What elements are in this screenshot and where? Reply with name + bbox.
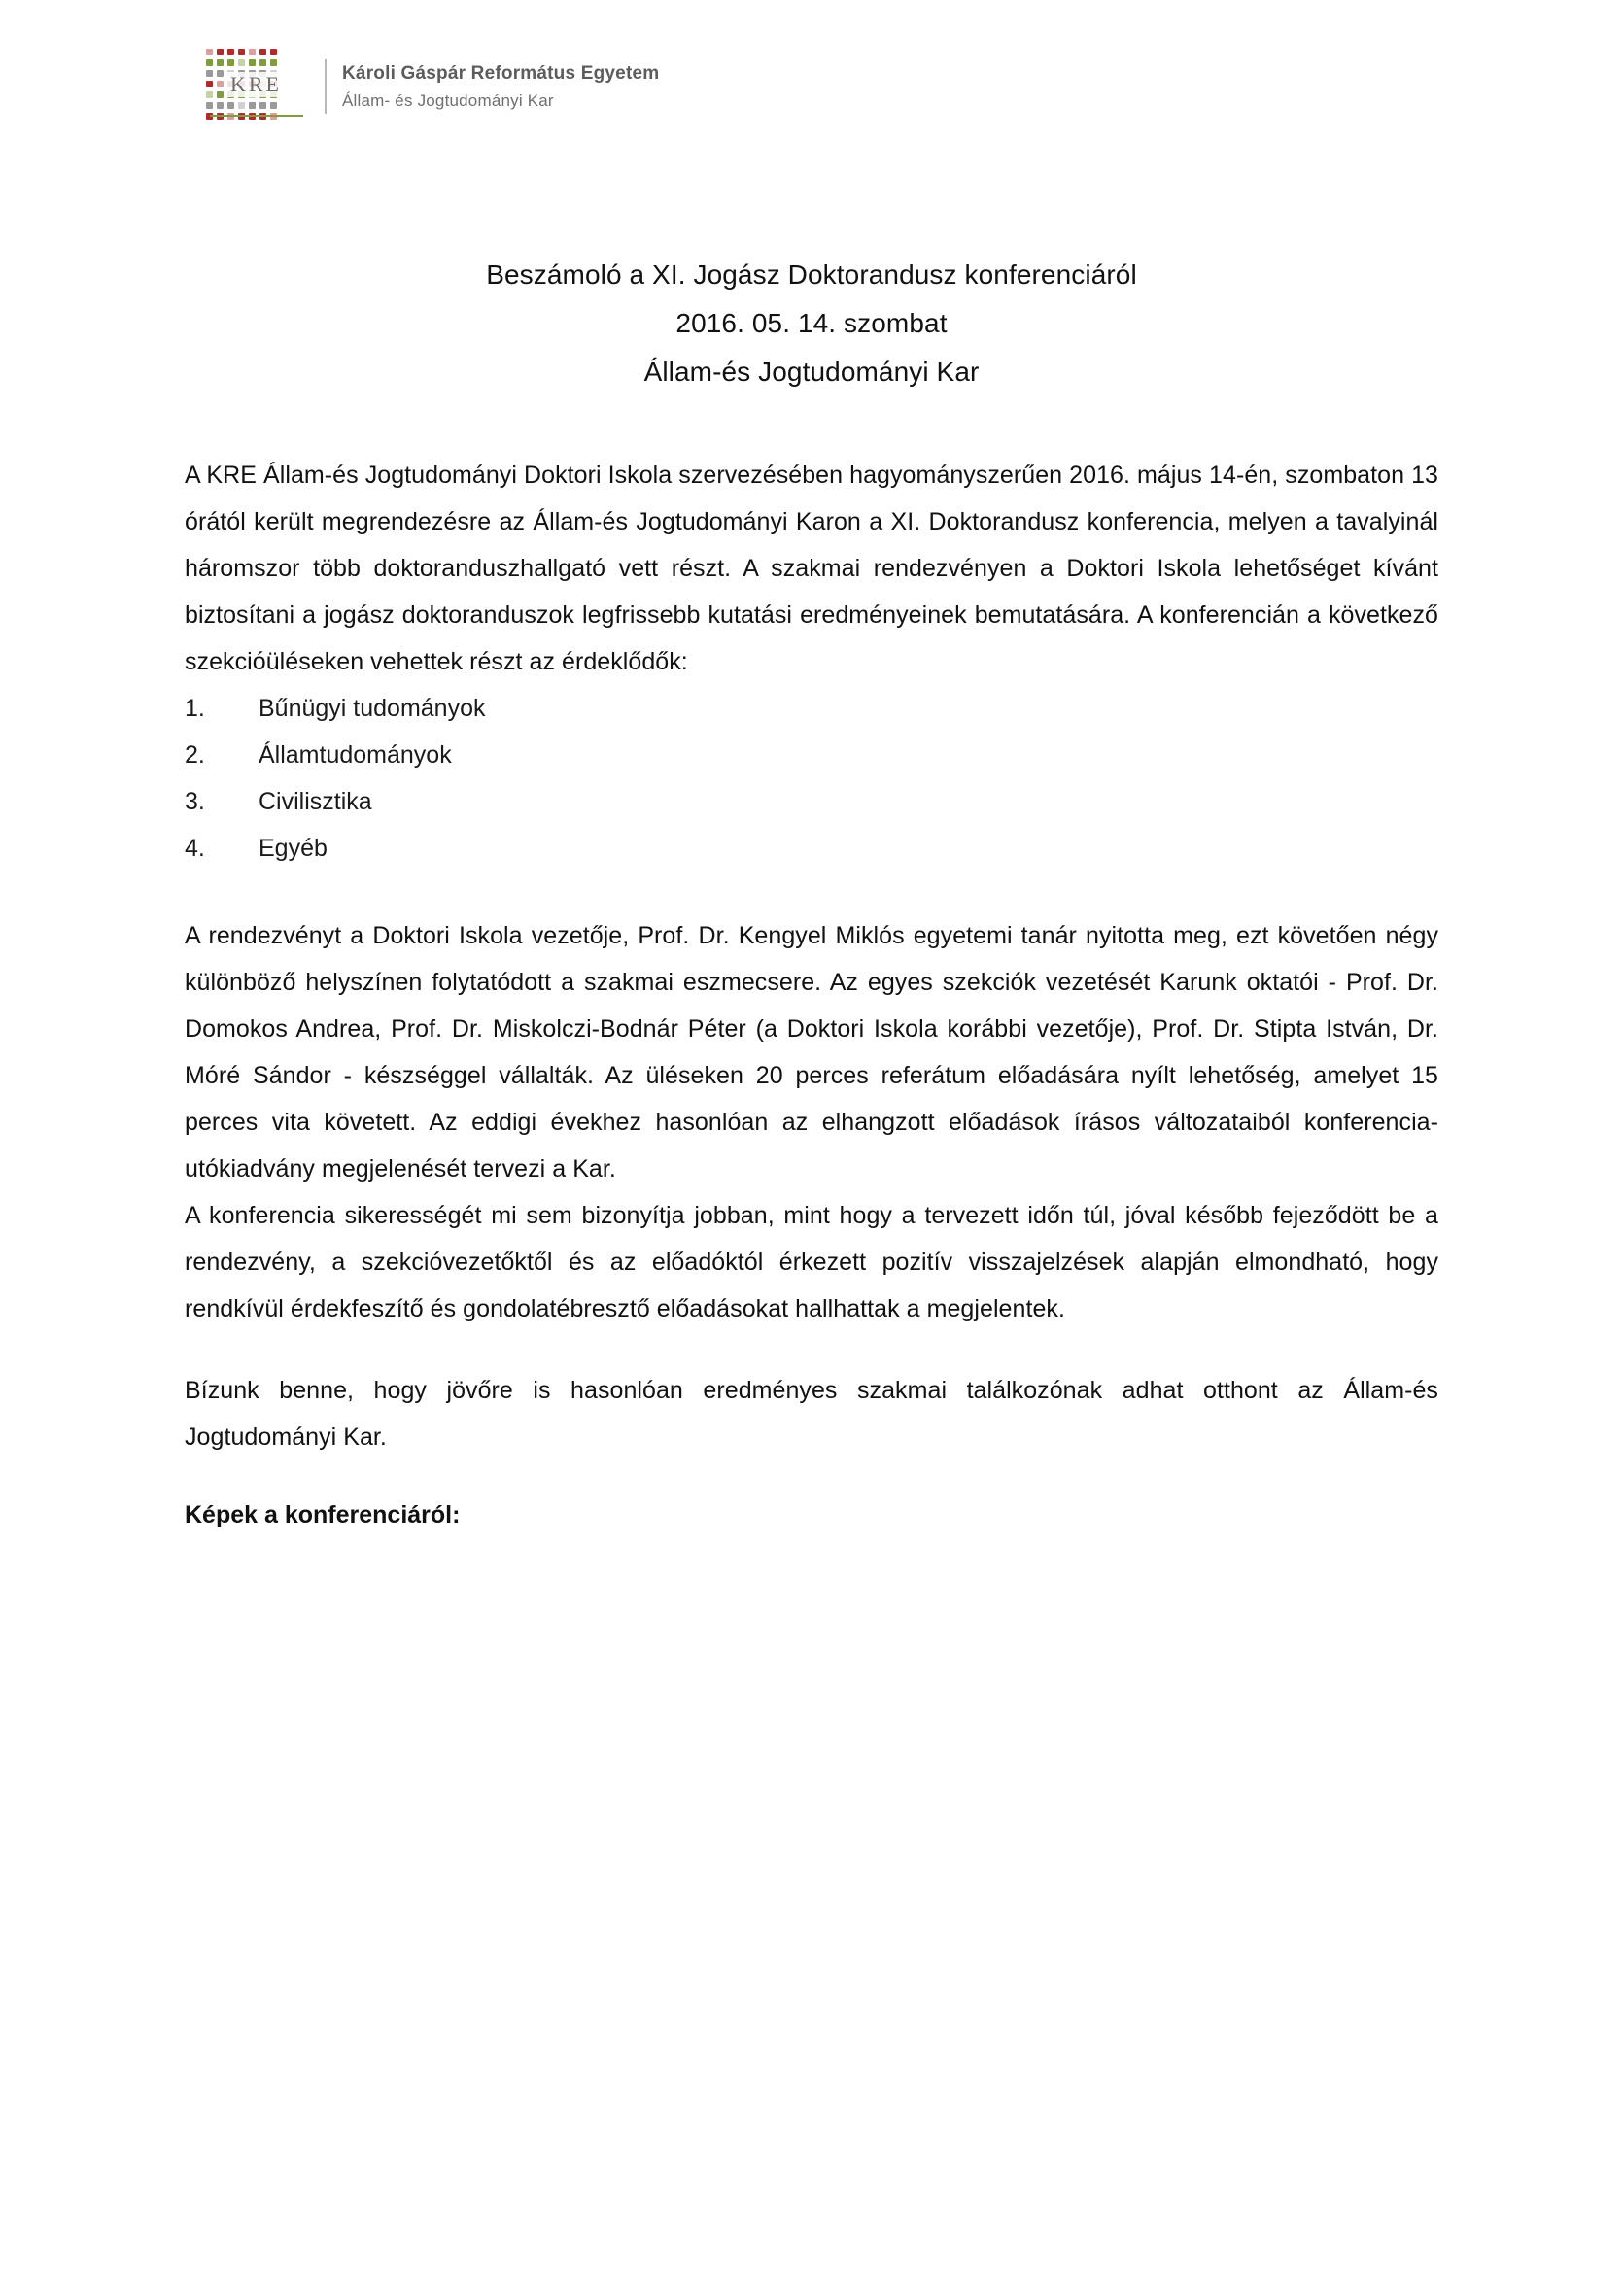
list-item-label: Egyéb	[259, 835, 328, 863]
spacer	[185, 1332, 1438, 1367]
list-item-number: 1.	[185, 695, 205, 723]
paragraph-intro: A KRE Állam-és Jogtudományi Doktori Iskola szervezésében hagyományszerűen 2016. május 14-én, szombaton 13 órától került megrendezésre az Állam-és Jogtudományi Karon a XI. Doktorandusz konferencia, melyen a tavalyinál háromszor több doktoranduszhallgató vett részt. A szakmai rendezvényen a Doktori Iskola lehetőséget kívánt biztosítani a jogász doktoranduszok legfrissebb kutatási eredményeinek bemutatására. A konferencián a következő szekcióüléseken vehettek részt az érdeklődők:	[185, 462, 1438, 676]
logo-divider	[325, 59, 327, 114]
title-line-2: 2016. 05. 14. szombat	[675, 307, 948, 338]
list-item-label: Civilisztika	[259, 788, 372, 816]
list-item	[185, 825, 1438, 872]
logo-text	[342, 60, 659, 113]
spacer	[185, 872, 1438, 912]
list-item	[185, 685, 1438, 732]
paragraph-opening: A rendezvényt a Doktori Iskola vezetője, Prof. Dr. Kengyel Miklós egyetemi tanár nyitotta meg, ezt követően négy különböző helyszínen folytatódott a szakmai eszmecsere. Az egyes szekciók vezetését Karunk oktatói - Prof. Dr. Domokos Andrea, Prof. Dr. Miskolczi-Bodnár Péter (a Doktori Iskola korábbi vezetője), Prof. Dr. Stipta István, Dr. Móré Sándor - készséggel vállalták. Az üléseken 20 perces referátum előadására nyílt lehetőség, amelyet 15 perces vita követett. Az eddigi évekhez hasonlóan az elhangzott előadások írásos változataiból konferencia-utókiadvány megjelenését tervezi a Kar.	[185, 922, 1438, 1183]
list-item-number: 3.	[185, 788, 205, 816]
paragraph-success: A konferencia sikerességét mi sem bizonyítja jobban, mint hogy a tervezett időn túl, jóval később fejeződött be a rendezvény, a szekcióvezetőktől és az előadóktól érkezett pozitív visszajelzések alapján elmondható, hogy rendkívül érdekfeszítő és gondolatébresztő előadásokat hallhattak a megjelentek.	[185, 1202, 1438, 1323]
list-item-label: Államtudományok	[259, 741, 452, 770]
university-name: Károli Gáspár Református Egyetem	[342, 63, 660, 84]
spacer	[185, 1460, 1438, 1501]
section-list	[185, 685, 1438, 872]
logo-mark	[206, 47, 321, 126]
title-line-3: Állam-és Jogtudományi Kar	[643, 356, 980, 387]
logo-underline	[210, 115, 303, 117]
list-item-label: Bűnügyi tudományok	[259, 695, 486, 723]
list-item-number: 2.	[185, 741, 205, 770]
faculty-name: Állam- és Jogtudományi Kar	[342, 90, 554, 110]
paragraph-outlook: Bízunk benne, hogy jövőre is hasonlóan eredményes szakmai találkozónak adhat otthont az Állam-és Jogtudományi Kar.	[185, 1377, 1438, 1452]
logo-wordmark: KRE	[227, 72, 285, 97]
list-item-number: 4.	[185, 835, 205, 863]
kre-logo	[206, 47, 659, 126]
document-title	[185, 251, 1438, 395]
document-body	[185, 251, 1438, 1529]
closing-caption: Képek a konferenciáról:	[185, 1501, 461, 1529]
title-line-1: Beszámoló a XI. Jogász Doktorandusz konferenciáról	[486, 259, 1137, 290]
list-item	[185, 778, 1438, 825]
list-item	[185, 732, 1438, 778]
letterhead	[206, 47, 659, 126]
